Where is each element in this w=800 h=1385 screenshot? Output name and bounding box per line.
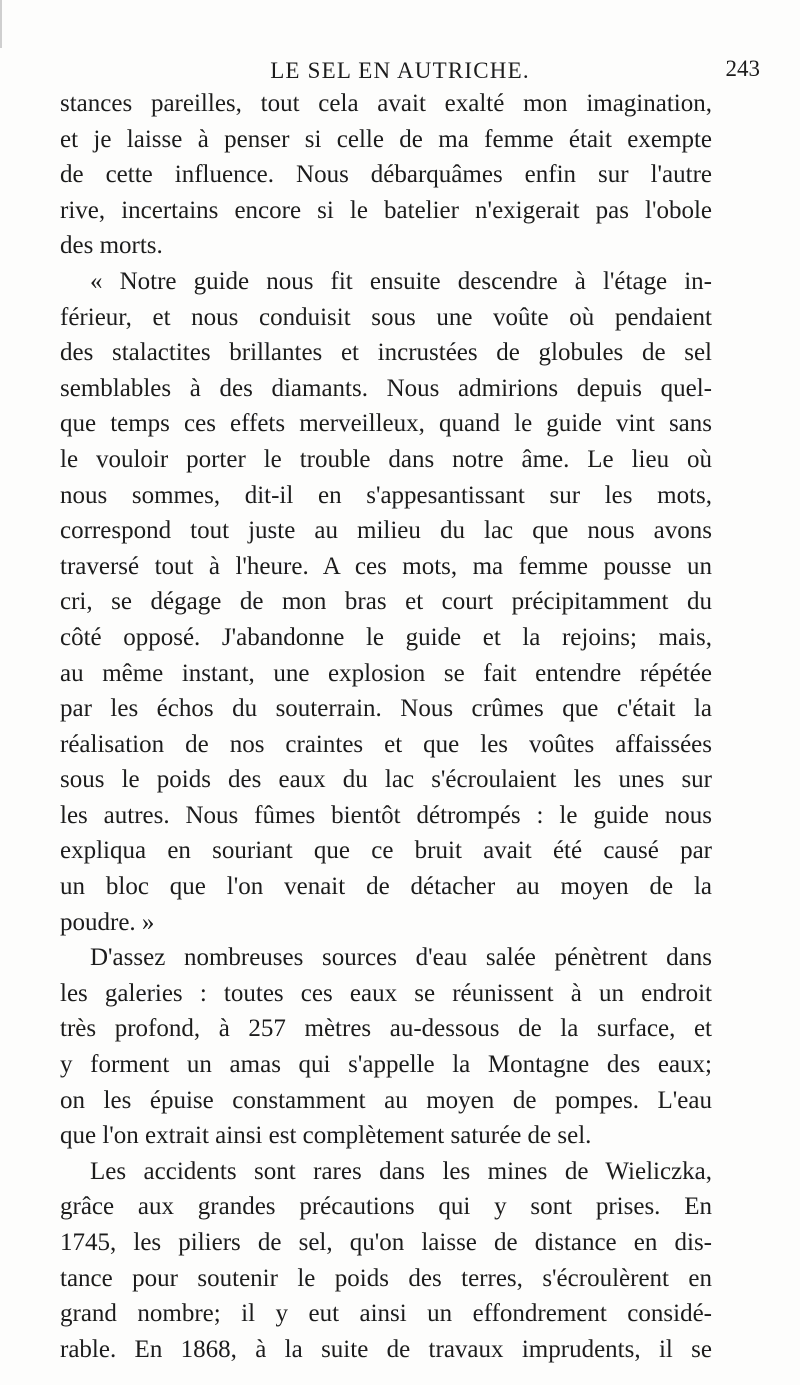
text-line: D'assez nombreuses sources d'eau salée pénètrent dans	[90, 944, 712, 972]
text-line: les autres. Nous fûmes bientôt détrompés : le guide nous	[60, 801, 712, 829]
text-line: correspond tout juste au milieu du lac que nous avons	[60, 517, 712, 545]
text-line: 1745, les piliers de sel, qu'on laisse de distance en dis-	[60, 1229, 712, 1256]
text-line: on les épuise constamment au moyen de pompes. L'eau	[60, 1086, 712, 1114]
text-line: de cette influence. Nous débarquâmes enfin sur l'autre	[60, 161, 712, 189]
text-line: un bloc que l'on venait de détacher au moyen de la	[60, 873, 712, 901]
text-line: expliqua en souriant que ce bruit avait été causé par	[60, 837, 712, 865]
text-line: au même instant, une explosion se fait entendre répétée	[60, 659, 712, 687]
page-number: 243	[725, 56, 760, 81]
page-header	[40, 56, 760, 90]
text-line: des stalactites brillantes et incrustées de globules de sel	[60, 339, 712, 367]
text-line: le vouloir porter le trouble dans notre âme. Le lieu où	[60, 445, 712, 473]
text-line: Les accidents sont rares dans les mines de Wieliczka,	[90, 1157, 712, 1185]
text-line: y forment un amas qui s'appelle la Montagne des eaux;	[60, 1051, 712, 1079]
text-line: stances pareilles, tout cela avait exalté mon imagination,	[60, 90, 712, 117]
text-line: férieur, et nous conduisit sous une voûte où pendaient	[60, 303, 712, 331]
text-line: grand nombre; il y eut ainsi un effondrement considé-	[60, 1300, 712, 1328]
text-line: que l'on extrait ainsi est complètement saturée de sel.	[60, 1122, 592, 1150]
body-text	[60, 86, 712, 1367]
text-line: par les échos du souterrain. Nous crûmes que c'était la	[60, 695, 712, 723]
text-line: côté opposé. J'abandonne le guide et la rejoins; mais,	[60, 623, 712, 651]
text-line: traversé tout à l'heure. A ces mots, ma femme pousse un	[60, 552, 712, 580]
text-line: sous le poids des eaux du lac s'écroulaient les unes sur	[60, 766, 712, 794]
text-line: et je laisse à penser si celle de ma femme était exempte	[60, 125, 712, 153]
text-line: rive, incertains encore si le batelier n'exigerait pas l'obole	[60, 196, 712, 224]
text-line: réalisation de nos craintes et que les voûtes affaissées	[60, 730, 712, 758]
running-head: LE SEL EN AUTRICHE.	[270, 58, 530, 83]
text-line: « Notre guide nous fit ensuite descendre à l'étage in-	[90, 267, 712, 295]
text-line: nous sommes, dit-il en s'appesantissant sur les mots,	[60, 481, 712, 509]
text-line: tance pour soutenir le poids des terres, s'écroulèrent en	[60, 1264, 712, 1292]
text-line: des morts.	[60, 232, 163, 260]
text-line: poudre. »	[60, 908, 155, 936]
text-line: très profond, à 257 mètres au-dessous de la surface, et	[60, 1015, 712, 1043]
text-line: grâce aux grandes précautions qui y sont prises. En	[60, 1193, 712, 1221]
text-line: semblables à des diamants. Nous admirions depuis quel-	[60, 374, 712, 402]
text-line: que temps ces effets merveilleux, quand le guide vint sans	[60, 410, 712, 438]
page-edge-rule	[0, 0, 2, 48]
text-line: les galeries : toutes ces eaux se réunissent à un endroit	[60, 979, 712, 1007]
text-line: cri, se dégage de mon bras et court précipitamment du	[60, 588, 712, 616]
text-line: rable. En 1868, à la suite de travaux imprudents, il se	[60, 1335, 712, 1363]
